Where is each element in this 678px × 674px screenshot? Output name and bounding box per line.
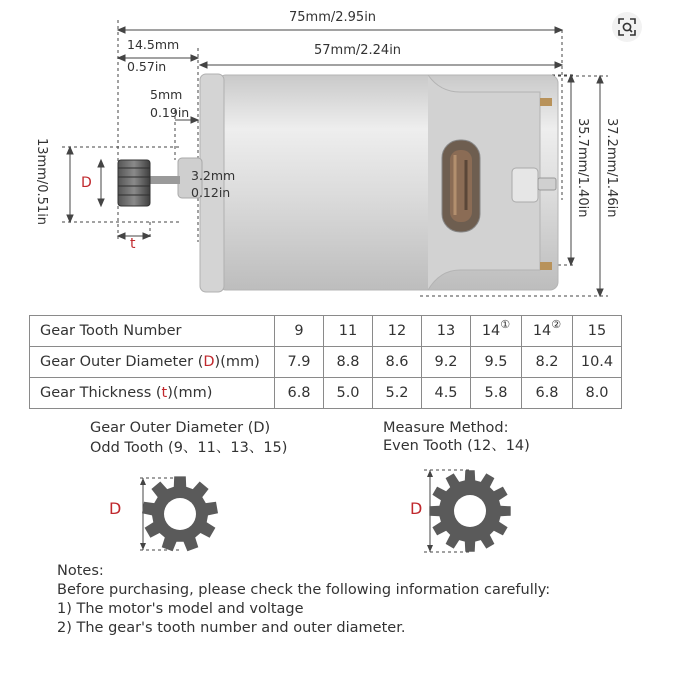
cell-value: 12: [387, 323, 407, 339]
table-row: [30, 378, 622, 409]
row-label: [30, 378, 275, 409]
table-cell: [324, 347, 373, 378]
even-tooth-subtitle: Even Tooth (12、14): [383, 438, 530, 454]
notes-title: Notes:: [57, 563, 104, 579]
notes-line-1: Before purchasing, please check the following information carefully:: [57, 582, 551, 598]
table-cell: [573, 316, 622, 347]
table-cell: [573, 378, 622, 409]
row-label-part: t: [161, 385, 168, 401]
table-cell: [422, 316, 471, 347]
notes-line-2: 1) The motor's model and voltage: [57, 601, 304, 617]
odd-tooth-title: Gear Outer Diameter (D): [90, 420, 271, 436]
table-cell: [275, 378, 324, 409]
cell-value: 7.9: [287, 354, 311, 370]
row-label: [30, 347, 275, 378]
cell-value: 10.4: [580, 354, 614, 370]
dim-body-diameter: 35.7mm/1.40in: [575, 118, 590, 218]
row-label-part: D: [203, 354, 215, 370]
odd-tooth-gear-icon: [142, 476, 218, 551]
cell-value: 8.0: [585, 385, 609, 401]
table-cell: [471, 378, 522, 409]
cell-value: 6.8: [535, 385, 559, 401]
dim-collar-dia-in: 0.12in: [191, 185, 231, 200]
cell-value: 5.8: [484, 385, 508, 401]
row-label-part: Gear Tooth Number: [40, 323, 182, 339]
footnote-mark: ①: [500, 318, 511, 331]
cell-value: 14: [532, 323, 552, 339]
dim-gear-height: 13mm/0.51in: [34, 138, 49, 226]
cell-value: 9.5: [484, 354, 508, 370]
row-label-part: Gear Outer Diameter (: [40, 354, 204, 370]
row-label: [30, 316, 275, 347]
cell-value: 14: [481, 323, 501, 339]
footnote-mark: ②: [551, 318, 562, 331]
cell-value: 8.2: [535, 354, 559, 370]
dim-total-length: 75mm/2.95in: [289, 10, 377, 25]
even-tooth-title: Measure Method:: [383, 420, 509, 436]
cell-value: 4.5: [434, 385, 458, 401]
cell-value: 9: [294, 323, 304, 339]
dim-gear-t-label: t: [130, 236, 136, 252]
notes-line-3: 2) The gear's tooth number and outer diameter.: [57, 620, 406, 636]
cell-value: 13: [436, 323, 456, 339]
gear-pinion: [118, 160, 150, 206]
table-row: [30, 347, 622, 378]
dim-shaft-length-in: 0.57in: [127, 59, 167, 74]
dim-collar-dia-mm: 3.2mm: [191, 168, 236, 183]
table-cell: [522, 316, 573, 347]
dim-gear-d-label: D: [81, 175, 92, 191]
table-cell: [275, 347, 324, 378]
table-cell: [373, 316, 422, 347]
dim-collar-length-in: 0.19in: [150, 105, 190, 120]
dim-overall-height: 37.2mm/1.46in: [604, 118, 619, 218]
table-cell: [373, 378, 422, 409]
dim-collar-length-mm: 5mm: [150, 87, 183, 102]
even-tooth-gear-icon: [429, 470, 510, 551]
cell-value: 5.0: [336, 385, 360, 401]
odd-tooth-subtitle: Odd Tooth (9、11、13、15): [90, 440, 288, 456]
table-cell: [522, 378, 573, 409]
table-cell: [471, 316, 522, 347]
row-label-part: Gear Thickness (: [40, 385, 162, 401]
cell-value: 6.8: [287, 385, 311, 401]
table-cell: [324, 316, 373, 347]
table-cell: [373, 347, 422, 378]
table-cell: [422, 347, 471, 378]
cell-value: 9.2: [434, 354, 458, 370]
cell-value: 15: [587, 323, 607, 339]
gear-spec-table: [29, 315, 622, 409]
table-row: [30, 316, 622, 347]
row-label-part: )(mm): [214, 354, 260, 370]
table-cell: [422, 378, 471, 409]
cell-value: 8.8: [336, 354, 360, 370]
table-cell: [573, 347, 622, 378]
table-cell: [471, 347, 522, 378]
table-cell: [324, 378, 373, 409]
table-cell: [522, 347, 573, 378]
cell-value: 11: [338, 323, 358, 339]
cell-value: 8.6: [385, 354, 409, 370]
odd-tooth-d-label: D: [109, 499, 122, 518]
row-label-part: )(mm): [167, 385, 213, 401]
even-tooth-d-label: D: [410, 499, 423, 518]
dim-shaft-length-mm: 14.5mm: [127, 37, 180, 52]
cell-value: 5.2: [385, 385, 409, 401]
motor-body: [200, 74, 558, 292]
dim-body-length: 57mm/2.24in: [314, 43, 402, 58]
table-cell: [275, 316, 324, 347]
